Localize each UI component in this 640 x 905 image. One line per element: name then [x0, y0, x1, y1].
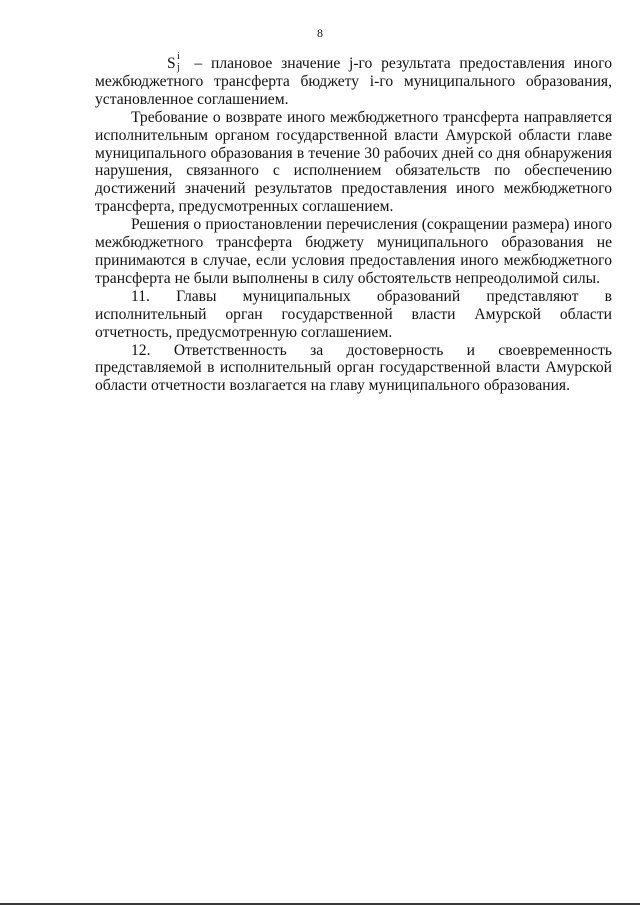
- symbol-superscript: i: [177, 51, 180, 62]
- paragraph-item-11: 11. Главы муниципальных образований представляют в исполнительный орган государственной власти Амурской области отчетность, предусмотренную соглашением.: [95, 287, 612, 341]
- document-body: [95, 51, 612, 395]
- symbol-subscript: j: [177, 62, 180, 73]
- page-number: 8: [317, 26, 323, 40]
- formula-symbol: [131, 51, 182, 73]
- definition-paragraph: [95, 51, 612, 109]
- definition-text: – плановое значение j-го результата предоставления иного межбюджетного трансферта бюджету i-го муниципального образования, установленное соглашением.: [95, 55, 612, 108]
- paragraph-refund-requirement: Требование о возврате иного межбюджетного трансферта направляется исполнительным органом государственной власти Амурской области главе муниципального образования в течение 30 рабочих дней со дня обнаружения нарушения, связанного с исполнением обязательств по обеспечению достижений значений результатов предоставления иного межбюджетного трансферта, предусмотренных соглашением.: [95, 108, 612, 216]
- symbol-base: S: [167, 55, 176, 72]
- paragraph-item-12: 12. Ответственность за достоверность и своевременность представляемой в исполнительный орган государственной власти Амурской области отчетности возлагается на главу муниципального образования.: [95, 341, 612, 395]
- paragraph-suspension-decisions: Решения о приостановлении перечисления (сокращении размера) иного межбюджетного трансферта бюджету муниципального образования не принимаются в случае, если условия предоставления иного межбюджетного трансферта не были выполнены в силу обстоятельств непреодолимой силы.: [95, 216, 612, 287]
